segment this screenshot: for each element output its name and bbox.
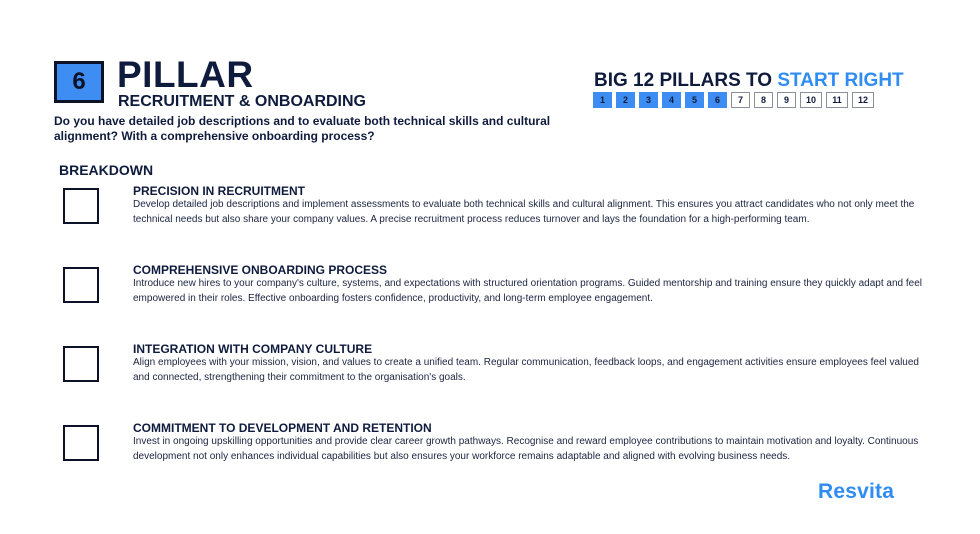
big12-title bbox=[594, 70, 904, 92]
pillar-pill-4[interactable]: 4 bbox=[662, 92, 681, 108]
pillar-question: Do you have detailed job descriptions and to evaluate both technical skills and cultural alignment? With a comprehensive onboarding process? bbox=[54, 114, 551, 143]
pillar-pill-9[interactable]: 9 bbox=[777, 92, 796, 108]
pillar-pill-1[interactable]: 1 bbox=[593, 92, 612, 108]
item-description: Develop detailed job descriptions and implement assessments to evaluate both technical skills and cultural alignment. This ensures you attract candidates who not only meet the technical needs but also share your company values. A precise recruitment process reduces turnover and lays the foundation for a high-performing team. bbox=[133, 199, 915, 225]
big12-title-prefix: BIG 12 PILLARS TO bbox=[594, 70, 778, 91]
pillar-pill-8[interactable]: 8 bbox=[754, 92, 773, 108]
pillar-pill-10[interactable]: 10 bbox=[800, 92, 822, 108]
item-checkbox[interactable] bbox=[63, 346, 99, 382]
item-description: Align employees with your mission, vision, and values to create a unified team. Regular communication, feedback loops, and engagement activities ensure employees feel valued and connected, strengthening their commitment to the organisation's goals. bbox=[133, 357, 919, 383]
item-checkbox[interactable] bbox=[63, 188, 99, 224]
pillar-pill-2[interactable]: 2 bbox=[616, 92, 635, 108]
item-description: Introduce new hires to your company's culture, systems, and expectations with structured orientation programs. Guided mentorship and training ensure they quickly adapt and feel empowered in their roles. Effective onboarding fosters confidence, productivity, and long-term employee engagement. bbox=[133, 278, 922, 304]
item-title: INTEGRATION WITH COMPANY CULTURE bbox=[133, 342, 373, 356]
pillar-number-badge: 6 bbox=[54, 61, 104, 103]
item-checkbox[interactable] bbox=[63, 425, 99, 461]
pillar-subtitle: RECRUITMENT & ONBOARDING bbox=[118, 93, 366, 110]
item-title: COMPREHENSIVE ONBOARDING PROCESS bbox=[133, 263, 388, 277]
item-description: Invest in ongoing upskilling opportunities and provide clear career growth pathways. Recognise and reward employee contributions to maintain motivation and loyalty. Continuous development not only enhances individual capabilities but also ensures your workforce remains adaptable and aligned with evolving business needs. bbox=[133, 436, 919, 462]
item-checkbox[interactable] bbox=[63, 267, 99, 303]
resvita-logo: Resvita bbox=[818, 480, 895, 503]
pillar-pill-11[interactable]: 11 bbox=[826, 92, 848, 108]
pillar-progress bbox=[593, 92, 874, 108]
item-title: PRECISION IN RECRUITMENT bbox=[133, 184, 306, 198]
pillar-heading: PILLAR bbox=[117, 54, 254, 95]
pillar-pill-12[interactable]: 12 bbox=[852, 92, 874, 108]
pillar-pill-5[interactable]: 5 bbox=[685, 92, 704, 108]
pillar-pill-3[interactable]: 3 bbox=[639, 92, 658, 108]
pillar-pill-6[interactable]: 6 bbox=[708, 92, 727, 108]
big12-title-accent: START RIGHT bbox=[777, 70, 904, 91]
item-title: COMMITMENT TO DEVELOPMENT AND RETENTION bbox=[133, 421, 432, 435]
breakdown-heading: BREAKDOWN bbox=[59, 162, 154, 178]
pillar-pill-7[interactable]: 7 bbox=[731, 92, 750, 108]
